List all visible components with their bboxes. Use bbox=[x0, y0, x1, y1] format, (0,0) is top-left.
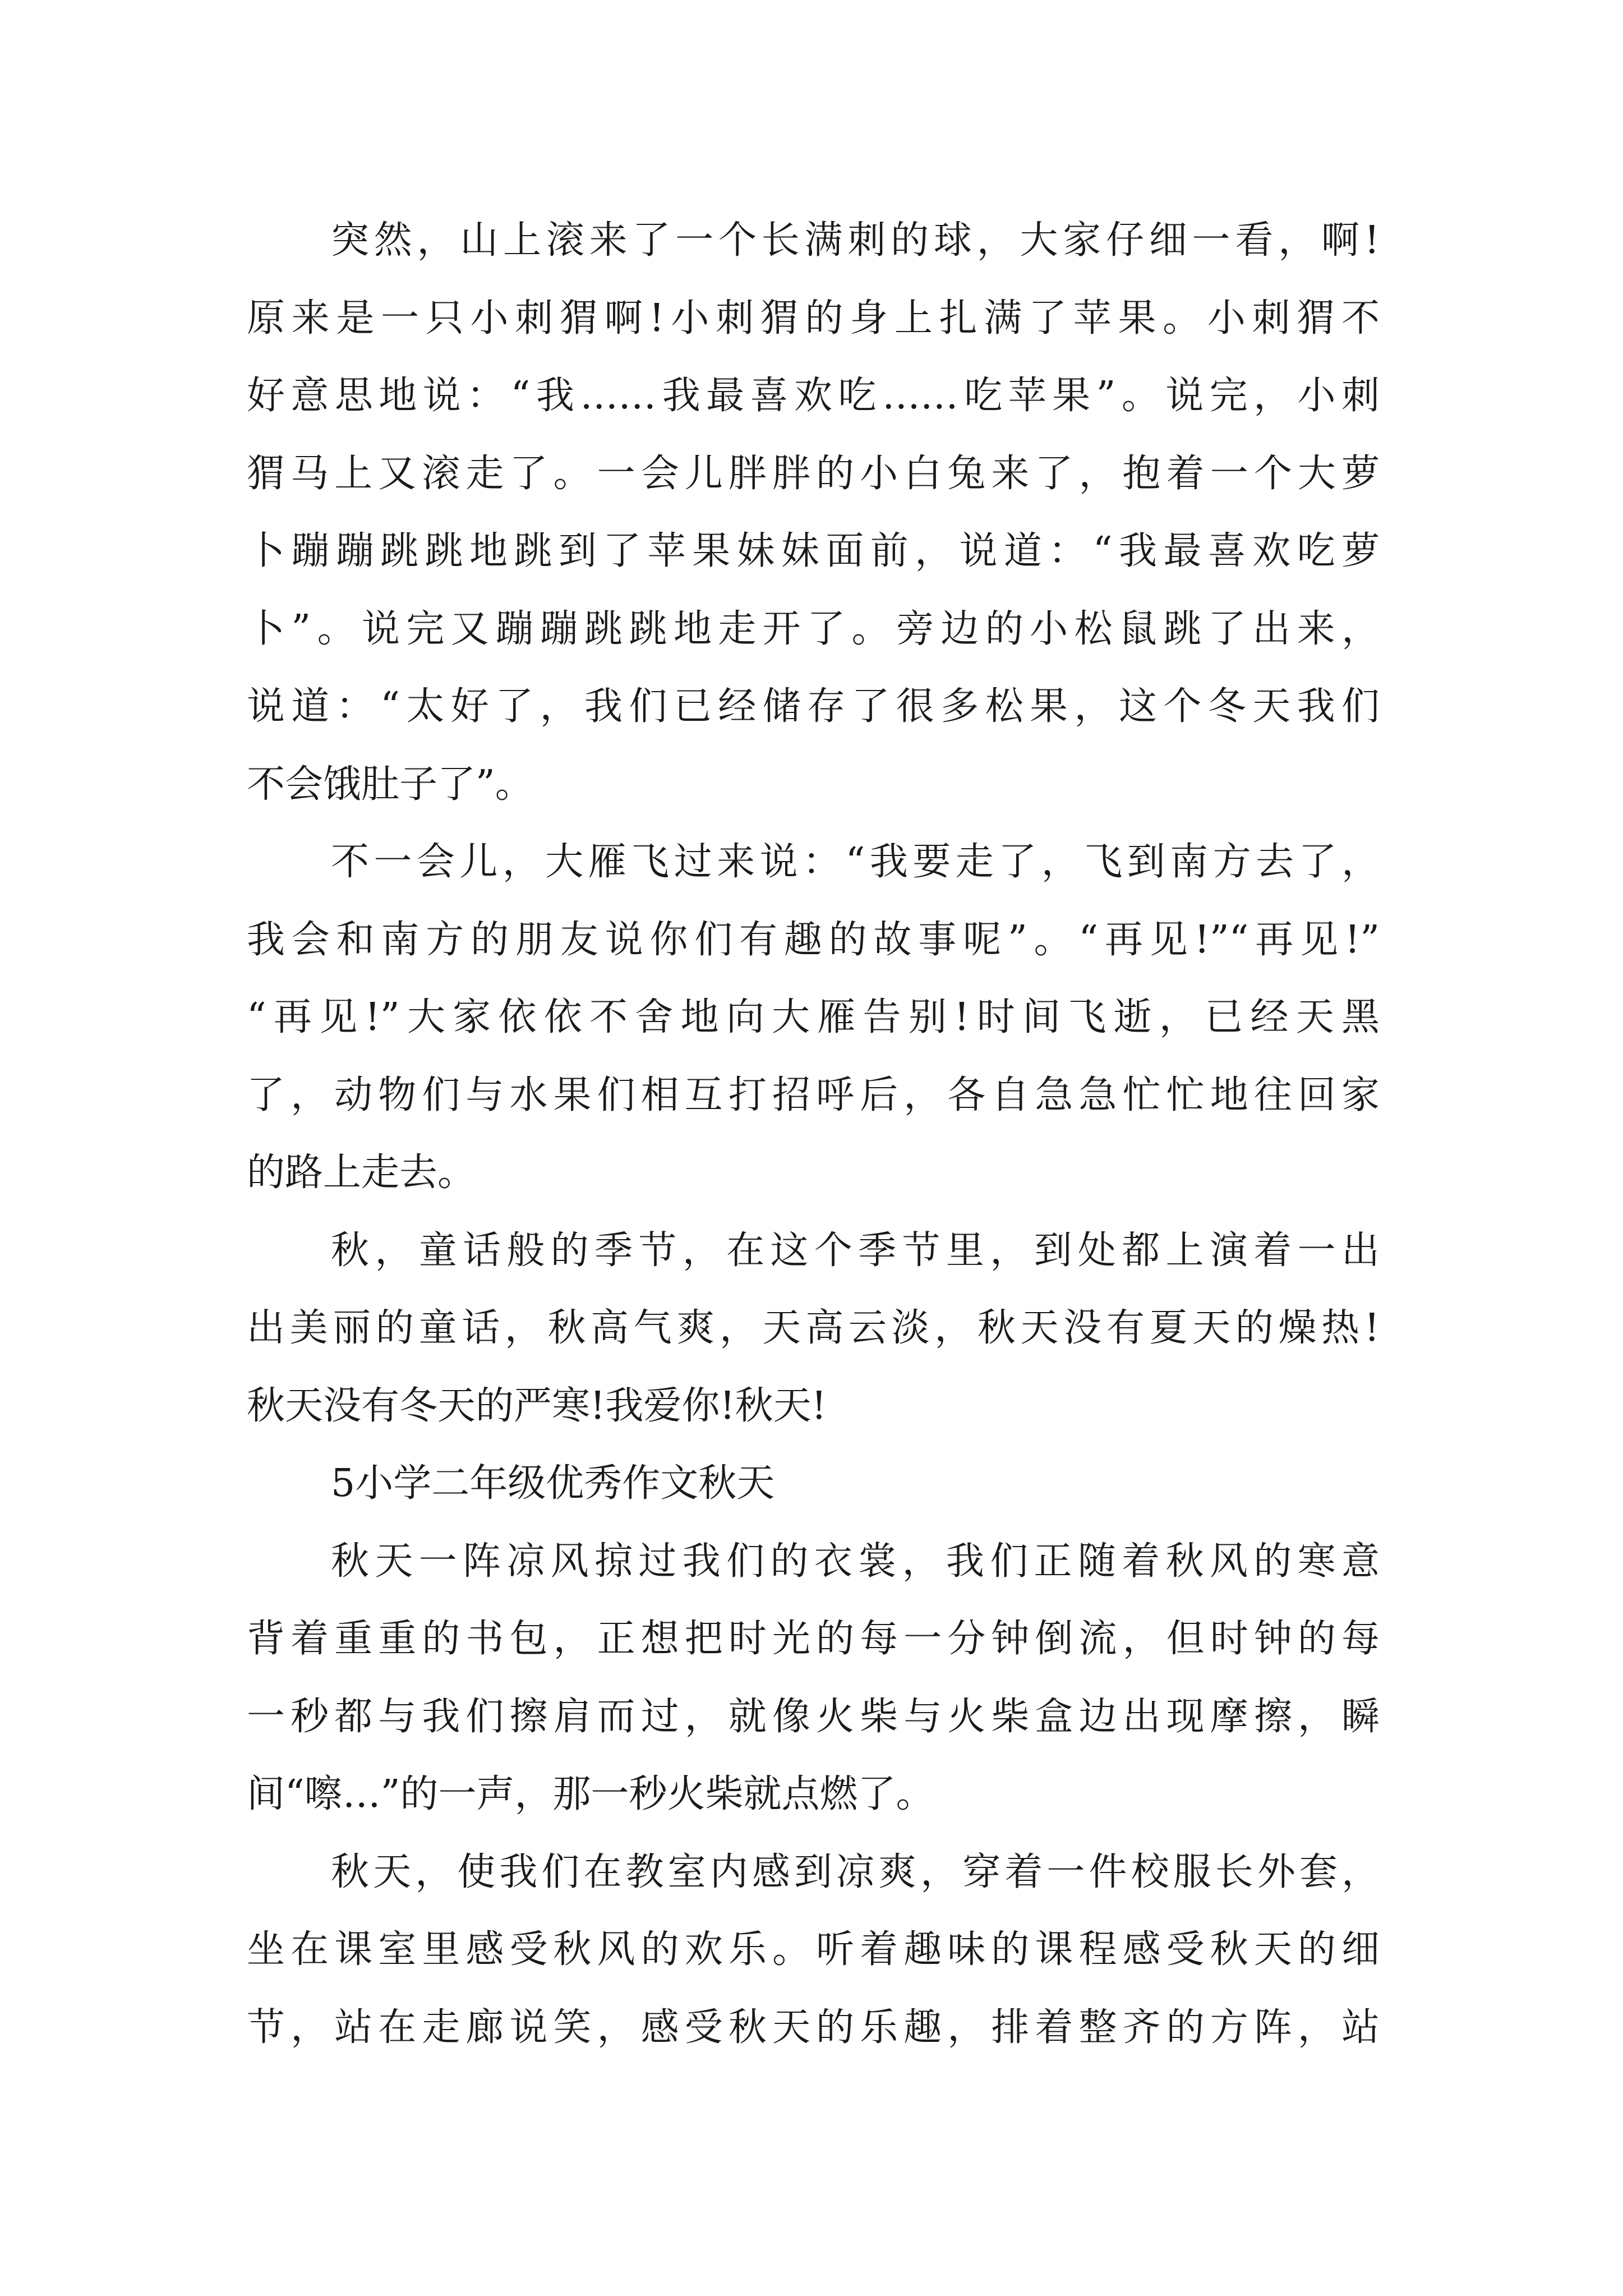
paragraph-line: 坐在课室里感受秋风的欢乐。听着趣味的课程感受秋天的细 bbox=[247, 1927, 1380, 1972]
paragraph-line: 卜”。说完又蹦蹦跳跳地走开了。旁边的小松鼠跳了出来， bbox=[247, 606, 1380, 651]
paragraph-line: 不会饿肚子了”。 bbox=[247, 762, 533, 807]
paragraph-line: 间“嚓…”的一声，那一秒火柴就点燃了。 bbox=[247, 1772, 934, 1816]
paragraph-line: 好意思地说：“我……我最喜欢吃……吃苹果”。说完，小刺 bbox=[247, 374, 1380, 418]
paragraph-line: 的路上走去。 bbox=[247, 1151, 476, 1195]
paragraph-line: 秋天一阵凉风掠过我们的衣裳，我们正随着秋风的寒意 bbox=[331, 1539, 1380, 1584]
paragraph-line: 节，站在走廊说笑，感受秋天的乐趣，排着整齐的方阵，站 bbox=[247, 2005, 1380, 2050]
paragraph-2 bbox=[247, 823, 1380, 1212]
paragraph-line: 原来是一只小刺猬啊!小刺猬的身上扎满了苹果。小刺猬不 bbox=[247, 296, 1380, 341]
paragraph-line: 秋天没有冬天的严寒!我爱你!秋天! bbox=[247, 1383, 827, 1428]
paragraph-line: 秋，童话般的季节，在这个季节里，到处都上演着一出 bbox=[331, 1228, 1380, 1273]
paragraph-line: 一秒都与我们擦肩而过，就像火柴与火柴盒边出现摩擦，瞬 bbox=[247, 1694, 1380, 1739]
paragraph-line: 卜蹦蹦跳跳地跳到了苹果妹妹面前，说道：“我最喜欢吃萝 bbox=[247, 529, 1380, 573]
paragraph-line: 出美丽的童话，秋高气爽，天高云淡，秋天没有夏天的燥热! bbox=[247, 1306, 1380, 1350]
paragraph-line: 我会和南方的朋友说你们有趣的故事呢”。“再见!”“再见!” bbox=[247, 917, 1380, 962]
paragraph-line: 说道：“太好了，我们已经储存了很多松果，这个冬天我们 bbox=[247, 684, 1380, 729]
paragraph-line: 猬马上又滚走了。一会儿胖胖的小白兔来了，抱着一个大萝 bbox=[247, 451, 1380, 496]
paragraph-6 bbox=[247, 1834, 1380, 2067]
paragraph-line: 不一会儿，大雁飞过来说：“我要走了，飞到南方去了， bbox=[331, 840, 1380, 884]
section-heading: 5小学二年级优秀作文秋天 bbox=[331, 1461, 775, 1506]
paragraph-5 bbox=[247, 1523, 1380, 1834]
essay-body bbox=[247, 202, 1380, 2067]
paragraph-line: 突然，山上滚来了一个长满刺的球，大家仔细一看，啊! bbox=[331, 218, 1380, 263]
paragraph-line: 秋天，使我们在教室内感到凉爽，穿着一件校服长外套， bbox=[331, 1849, 1380, 1894]
paragraph-3 bbox=[247, 1212, 1380, 1446]
paragraph-line: “再见!”大家依依不舍地向大雁告别!时间飞逝，已经天黑 bbox=[247, 995, 1380, 1039]
section-heading-block bbox=[247, 1445, 1380, 1523]
paragraph-line: 背着重重的书包，正想把时光的每一分钟倒流，但时钟的每 bbox=[247, 1617, 1380, 1661]
paragraph-1 bbox=[247, 202, 1380, 823]
paragraph-line: 了，动物们与水果们相互打招呼后，各自急急忙忙地往回家 bbox=[247, 1073, 1380, 1117]
